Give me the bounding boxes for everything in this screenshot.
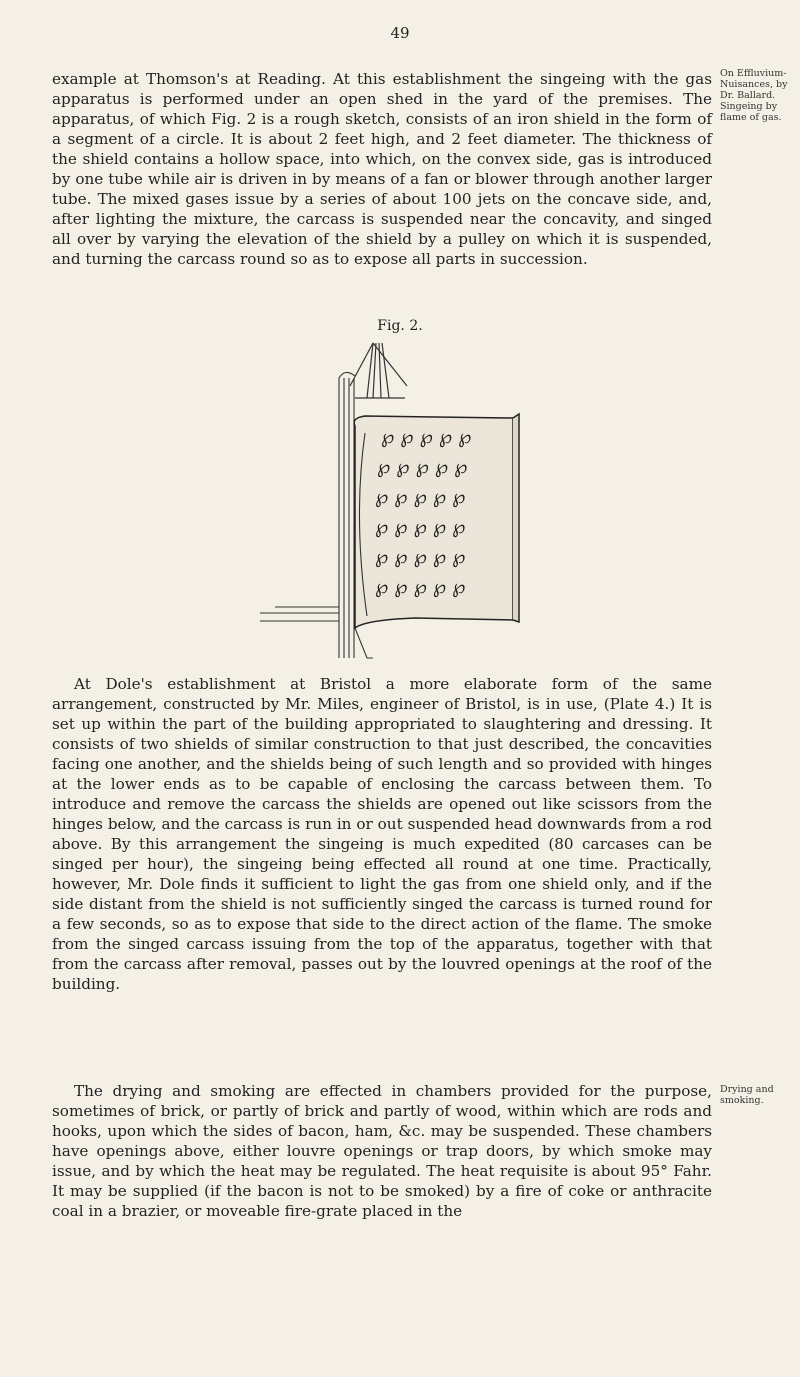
paragraph-text: At Dole's establishment at Bristol a more elaborate form of the same arrangement, constructed by Mr. Miles, engineer of Bristol, is in use, (Plate 4.) It is set up within the part of the building appropriated to slaughtering and dressing. It consists of two shields of similar construction to that just described, the concavities facing one another, and the shields being of such length and so provided with hinges at the lower ends as to be capable of enclosing the carcass between them. To introduce and remove the carcass the shields are opened out like scissors from the hinges below, and the carcass is run in or out suspended head downwards from a rod above. By this arrangement the singeing is much expedited (80 carcases can be singed per hour), the singeing being effected all round at one time. Practically, however, Mr. Dole finds it sufficient to light the gas from one shield only, and if the side distant from the shield is not sufficiently singed the carcass is turned round for a few seconds, so as to expose that side to the direct action of the flame. The smoke from the singed carcass issuing from the top of the apparatus, together with that from the carcass after removal, passes out by the louvred openings at the roof of the building.: [52, 675, 712, 993]
margin-note-singeing: On Effluvium-Nuisances, by Dr. Ballard. Singeing by flame of gas.: [720, 68, 788, 123]
paragraph-text: example at Thomson's at Reading. At this establishment the singeing with the gas apparatus is performed under an open shed in the yard of the premises. The apparatus, of which Fig. 2 is a rough sketch, consists of an iron shield in the form of a segment of a circle. It is about 2 feet high, and 2 feet diameter. The thickness of the shield contains a hollow space, into which, on the convex side, gas is introduced by one tube while air is driven in by means of a fan or blower through another larger tube. The mixed gases issue by a series of about 100 jets on the concave side, and, after lighting the mixture, the carcass is suspended near the concavity, and singed all over by varying the elevation of the shield by a pulley on which it is suspended, and turning the carcass round so as to expose all parts in succession.: [52, 70, 712, 268]
margin-note-drying: Drying and smoking.: [720, 1084, 774, 1106]
svg-text:℘ ℘ ℘ ℘ ℘: ℘ ℘ ℘ ℘ ℘: [375, 486, 466, 508]
svg-text:℘ ℘ ℘ ℘ ℘: ℘ ℘ ℘ ℘ ℘: [375, 516, 466, 538]
paragraph-3: [52, 1081, 712, 1221]
paragraph-1: [52, 69, 712, 269]
svg-text:℘ ℘ ℘ ℘ ℘: ℘ ℘ ℘ ℘ ℘: [375, 576, 466, 598]
supply-tubes: [339, 372, 355, 658]
pulley-tackle: [350, 343, 407, 398]
figure-2-sketch: [255, 338, 545, 668]
svg-text:℘ ℘ ℘ ℘ ℘: ℘ ℘ ℘ ℘ ℘: [377, 456, 468, 478]
svg-text:℘ ℘ ℘ ℘ ℘: ℘ ℘ ℘ ℘ ℘: [375, 546, 466, 568]
figure-caption: Fig. 2.: [377, 318, 423, 334]
shield-apparatus-illustration: [255, 338, 545, 668]
paragraph-2: [52, 674, 712, 994]
paragraph-text: The drying and smoking are effected in chambers provided for the purpose, sometimes of brick, or partly of brick and partly of wood, within which are rods and hooks, upon which the sides of bacon, ham, &c. may be suspended. These chambers have openings above, either louvre openings or trap doors, by which smoke may issue, and by which the heat may be regulated. The heat requisite is about 95° Fahr. It may be supplied (if the bacon is not to be smoked) by a fire of coke or anthracite coal in a brazier, or moveable fire-grate placed in the: [52, 1082, 712, 1220]
page-number: 49: [390, 24, 410, 42]
svg-text:℘ ℘ ℘ ℘ ℘: ℘ ℘ ℘ ℘ ℘: [381, 426, 472, 448]
feed-pipe: [260, 607, 339, 621]
